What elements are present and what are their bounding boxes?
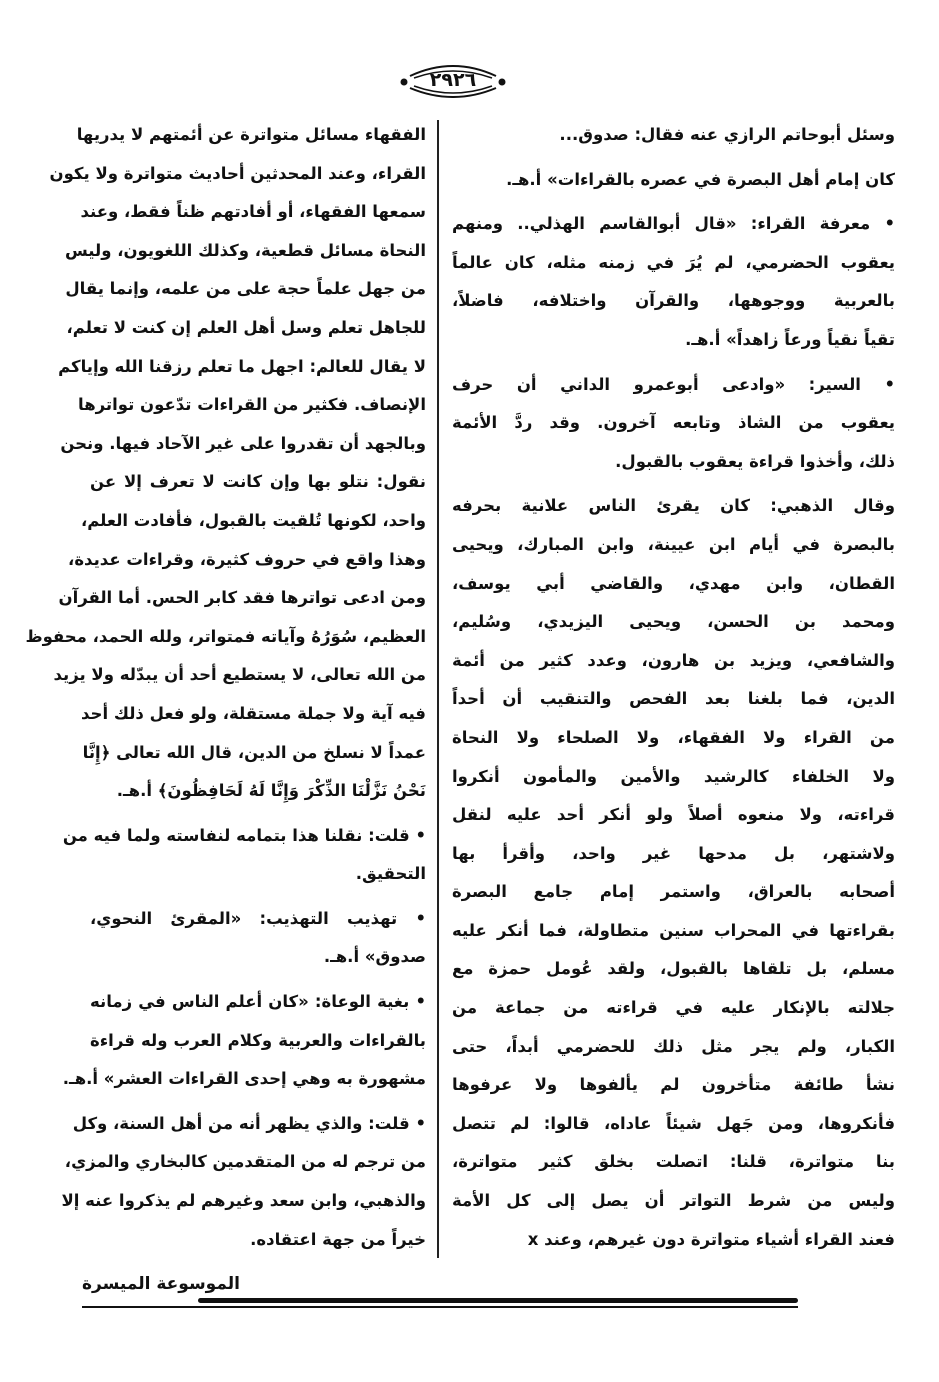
text-line: وليس من شرط التواتر أن يصل إلى كل الأمة [452,1191,895,1211]
text-line: صدوق» أ.هـ. [323,947,426,967]
text-line: وسئل أبوحاتم الرازي عنه فقال: صدوق... [559,125,895,144]
text-line: أصحابه بالعراق، واستمر إمام جامع البصرة [452,882,895,902]
text-line: القراء، وعند المحدثين أحاديث متواترة ولا يكون [49,163,426,183]
text-line: عمداً لا نسلخ من الدين، قال الله تعالى ﴿إِنَّا [82,742,426,762]
text-line: وبالجهد أن تقدروا على غير الآحاد فيها. ونحن [60,433,426,453]
text-line: مسلم، بل تلقاها بالقبول، ولقد عُومل حمزة مع [452,959,895,979]
footer-rule-thin [82,1306,798,1308]
text-line: للجاهل تعلم وسل أهل العلم إن كنت لا تعلم، [66,317,426,337]
text-line: كان إمام أهل البصرة في عصره بالقراءات» أ.هـ. [506,169,895,189]
text-line: ومن ادعى تواترها فقد كابر الحس. أما القرآن [58,588,426,608]
text-line: النحاة مسائل قطعية، وكذلك اللغويون، وليس [64,240,426,260]
text-line: تقياً نقياً ورعاً زاهداً» أ.هـ. [685,329,895,349]
paragraph [452,487,895,1259]
text-line: من الله تعالى، لا يستطيع أحد أن يبدّله ولا يزيد [53,665,426,685]
text-line: القطان، وابن مهدي، والقاضي أبي يوسف، [452,573,895,593]
page-number-badge [398,62,508,98]
paragraph [62,817,426,894]
text-line: يعقوب الحضرمي، لم يُرَ في زمنه مثله، كان عالماً [452,252,895,272]
text-line: والشافعي، ويزيد بن هارون، وعدد كثير من أئمة [452,650,895,670]
text-line: نقول: نتلو بها وإن كانت لا تعرف إلا عن [90,472,426,492]
text-line: • معرفة القراء: «قال أبوالقاسم الهذلي.. ومنهم [452,214,895,234]
text-line: • السير: «وادعى أبوعمرو الداني أن حرف [452,374,895,394]
footer-rule-thick [198,1298,798,1303]
text-line: سمعها الفقهاء، أو أفادتهم ظناً فقط، وعند [80,202,426,222]
text-line: من جهل علماً حجة على من علمه، وإنما يقال [65,279,426,299]
text-line: • بغية الوعاة: «كان أعلم الناس في زمانه [90,992,426,1012]
text-line: بالعربية ووجوهها، والقرآن واختلافه، فاضلاً، [452,291,895,311]
text-line: قراءته، ولا منعوه أصلاً ولو أنكر أحد عليه لنقل [452,805,895,825]
text-line: فيه آية ولا جملة مستقلة، ولو فعل ذلك أحد [81,703,426,723]
text-line: جلالته بالإنكار عليه في قراءته من جماعة من [452,998,895,1018]
paragraph [452,205,895,359]
text-line: الكبار، ولم يجر مثل ذلك للحضرمي أبداً، حتى [452,1036,895,1056]
text-line: • تهذيب التهذيب: «المقرئ النحوي، [90,908,426,928]
paragraph [452,366,895,482]
text-line: فأنكروها، ومن جَهل شيئاً عاداه، قالوا: لم تتصل [452,1113,895,1133]
text-line: بقراءتها في المحراب سنين متطاولة، فما أنكر عليه [452,920,895,940]
text-line: بالبصرة في أيام ابن عيينة، وابن المبارك، ويحيى [452,534,895,554]
text-line: ولا الخلفاء كالرشيد والأمين والمأمون أنكروا [452,766,895,786]
column-divider [437,120,439,1258]
text-line: العظيم، سُوَرُهُ وآياته فمتواتر، ولله الحمد، محفوظ [25,626,426,646]
text-line: وقال الذهبي: كان يقرئ الناس علانية بحرفه [452,496,895,516]
right-column [452,116,895,1265]
text-line: يعقوب من الشاذ وتابعه آخرون. وقد ردَّ الأئمة [452,413,895,433]
text-line: مشهورة به وهي إحدى القراءات العشر» أ.هـ. [62,1069,426,1089]
paragraph [61,1105,426,1259]
text-line: • قلت: والذي يظهر أنه من أهل السنة، وكل [72,1113,426,1133]
text-line: من القراء ولا الفقهاء، ولا الصلحاء ولا النحاة [452,727,895,747]
paragraph [452,116,895,155]
text-line: الدين، فما بلغنا بعد الفحص والتنقيب أن أحداً [452,689,895,709]
paragraph [62,983,426,1099]
text-line: نشأ طائفة متأخرون لم يألفوها ولا عرفوها [452,1075,895,1095]
text-line: التحقيق. [355,864,426,884]
text-line: والذهبي، وابن سعد وغيرهم لم يذكروا عنه إلا [61,1191,426,1211]
text-line: ومحمد بن الحسن، ويحيى اليزيدي، وسُليم، [452,612,895,632]
text-line: ذلك، وأخذوا قراءة يعقوب بالقبول. [615,451,895,471]
text-line: واحد، لكونها تُلقيت بالقبول، فأفادت العلم، [80,510,426,530]
text-line: خيراً من جهة اعتقاده. [250,1229,426,1249]
text-line: بنا متواترة، قلنا: اتصلت بخلق كثير متواترة، [452,1152,895,1172]
text-line: لا يقال للعالم: اجهل ما تعلم رزقنا الله وإياكم [58,356,426,376]
page-number: ٢٩٢٦ [429,69,477,91]
paragraph [90,900,426,977]
text-line: • قلت: نقلنا هذا بتمامه لنفاسته ولما فيه من [62,825,426,845]
text-line: الفقهاء مسائل متواترة عن أئمتهم لا يدريها [76,125,426,144]
footer-title: الموسوعة الميسرة [82,1274,240,1294]
paragraph [25,116,426,811]
text-line: الإنصاف. فكثير من القراءات تدّعون تواترها [78,395,426,415]
text-line: ولاشتهر، بل مدحها غير واحد، وأقرأ بها [452,843,895,863]
paragraph [452,161,895,200]
text-line: وهذا واقع في حروف كثيرة، وقراءات عديدة، [68,549,426,569]
text-line: من ترجم له من المتقدمين كالبخاري والمزي، [64,1152,426,1172]
text-line: نَحْنُ نَزَّلْنَا الذِّكْرَ وَإِنَّا لَهُ لَحَافِظُونَ﴾ أ.هـ. [116,781,426,801]
text-line: فعند القراء أشياء متواترة دون غيرهم، وعند x [527,1229,895,1249]
text-line: بالقراءات والعربية وكلام العرب وله قراءة [90,1030,426,1050]
left-column [25,116,426,1265]
